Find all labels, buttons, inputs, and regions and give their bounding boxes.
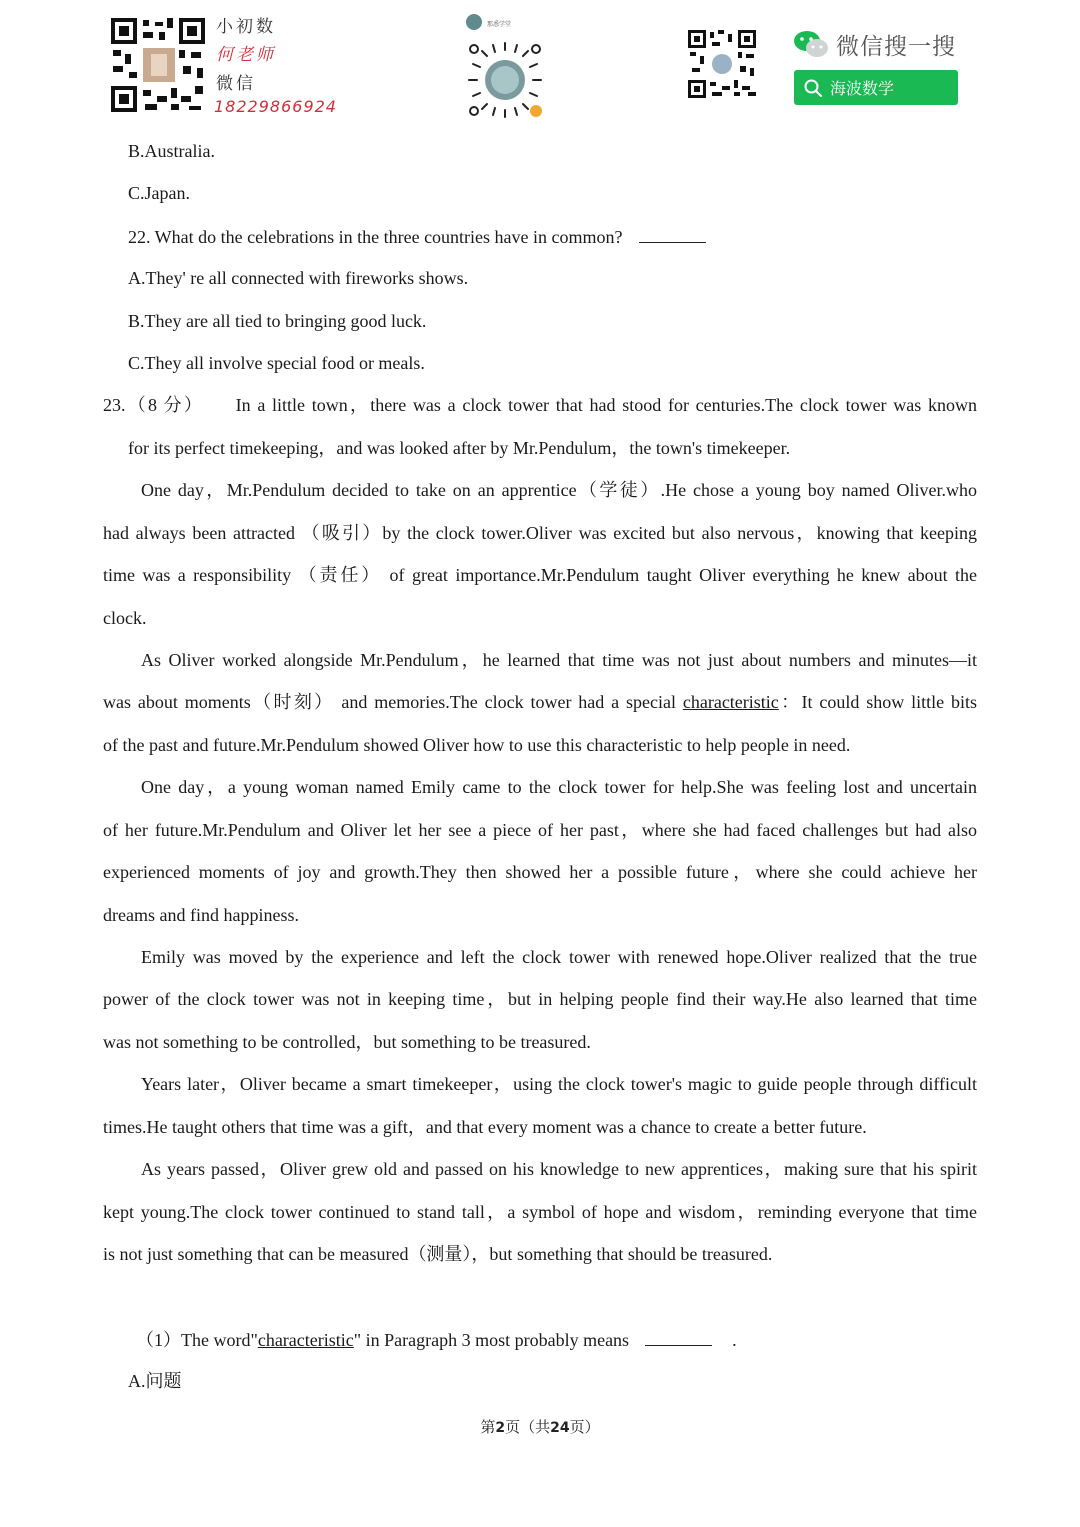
wechat-search-title: 微信搜一搜 xyxy=(836,34,956,60)
footer-page-number: 2 xyxy=(495,1420,506,1436)
passage-line: 23.（8 分） In a little town，there was a clock tower that had stood for centuries.The clock tower was known xyxy=(103,395,977,415)
sub-question-1-pre: （1）The word" xyxy=(136,1330,258,1350)
passage-line: of her future.Mr.Pendulum and Oliver let her see a piece of her past，where she had faced challenges but had also xyxy=(103,820,977,840)
mini-program-code xyxy=(465,40,545,120)
passage-line: power of the clock tower was not in keeping time，but in helping people find their way.He also learned that time xyxy=(103,989,977,1009)
teacher-qr-code xyxy=(109,16,207,114)
question-22-text: 22. What do the celebrations in the three countries have in common? xyxy=(128,227,623,247)
option-22-c: C.They all involve special food or meals. xyxy=(128,353,425,373)
passage-line: of the past and future.Mr.Pendulum showed Oliver how to use this characteristic to help people in need. xyxy=(103,735,851,755)
passage-line: One day，Mr.Pendulum decided to take on an apprentice（学徒）.He chose a young boy named Oliver.who xyxy=(141,480,977,500)
search-icon xyxy=(804,79,822,97)
option-22-a: A.They' re all connected with fireworks shows. xyxy=(128,268,469,288)
footer-total-pages: 24 xyxy=(550,1420,570,1436)
header-line-3: 微信 xyxy=(216,74,256,94)
underlined-word: characteristic xyxy=(257,1330,354,1350)
passage-line: for its perfect timekeeping，and was looked after by Mr.Pendulum，the town's timekeeper. xyxy=(128,438,791,458)
underlined-word: characteristic xyxy=(682,692,779,712)
passage-line: experienced moments of joy and growth.They then showed her a possible future，where she could achieve her xyxy=(103,862,977,882)
qr-code-icon xyxy=(688,30,756,98)
question-22 xyxy=(128,224,977,249)
header-line-2: 何老师 xyxy=(216,45,276,65)
wechat-search-button[interactable] xyxy=(794,70,958,105)
answer-blank-23-1[interactable] xyxy=(645,1327,712,1346)
passage-line xyxy=(103,690,977,714)
mini-program-title: 那悉学堂 xyxy=(487,21,512,28)
passage-line: was not something to be controlled，but something to be treasured. xyxy=(103,1032,591,1052)
option-22-b: B.They are all tied to bringing good luck. xyxy=(128,311,427,331)
wechat-search-button-label: 海波数学 xyxy=(830,79,895,98)
footer-post: 页） xyxy=(569,1420,600,1436)
footer-mid: 页（共 xyxy=(505,1420,551,1436)
sub-question-1 xyxy=(136,1327,1010,1352)
passage-line: clock. xyxy=(103,608,147,628)
header-phone: 18229866924 xyxy=(214,97,337,116)
header-line-1: 小初数 xyxy=(216,17,276,37)
passage-line: kept young.The clock tower continued to stand tall，a symbol of hope and wisdom，reminding everyone that time xyxy=(103,1202,977,1222)
passage-line: is not just something that can be measured（测量），but something that should be treasured. xyxy=(103,1244,773,1264)
passage-line: As Oliver worked alongside Mr.Pendulum，he learned that time was not just about numbers and minutes—it xyxy=(141,650,977,670)
passage-line: time was a responsibility （责任） of great importance.Mr.Pendulum taught Oliver everything he knew about the xyxy=(103,565,977,585)
sub-question-1-post: " in Paragraph 3 most probably means xyxy=(353,1330,630,1350)
option-21-b: B.Australia. xyxy=(128,141,215,161)
footer-pre: 第 xyxy=(480,1420,496,1436)
passage-line: Years later，Oliver became a smart timekeeper，using the clock tower's magic to guide people through difficult xyxy=(141,1074,977,1094)
wechat-qr-code xyxy=(688,30,756,98)
passage-segment: was about moments（时刻） and memories.The clock tower had a special xyxy=(103,692,683,712)
passage-line: dreams and find happiness. xyxy=(103,905,299,925)
sub-question-1-period: . xyxy=(732,1330,737,1350)
mini-program-logo-icon xyxy=(466,14,482,30)
wechat-icon xyxy=(793,29,829,59)
passage-segment: ：It could show little bits xyxy=(778,692,977,712)
qr-code-icon xyxy=(109,16,207,114)
passage-line: Emily was moved by the experience and left the clock tower with renewed hope.Oliver realized that the true xyxy=(141,947,977,967)
mini-program-code-icon xyxy=(465,40,545,120)
page-footer xyxy=(0,1416,1080,1437)
passage-line: One day，a young woman named Emily came to the clock tower for help.She was feeling lost and uncertain xyxy=(141,777,977,797)
option-21-c: C.Japan. xyxy=(128,183,190,203)
passage-line: had always been attracted （吸引）by the clock tower.Oliver was excited but also nervous，knowing that keeping xyxy=(103,523,977,543)
answer-blank-22[interactable] xyxy=(639,224,706,243)
option-23-1-a: A.问题 xyxy=(128,1371,182,1391)
passage-line: As years passed，Oliver grew old and passed on his knowledge to new apprentices，making sure that his spirit xyxy=(141,1159,977,1179)
passage-line: times.He taught others that time was a gift，and that every moment was a chance to create a better future. xyxy=(103,1117,867,1137)
